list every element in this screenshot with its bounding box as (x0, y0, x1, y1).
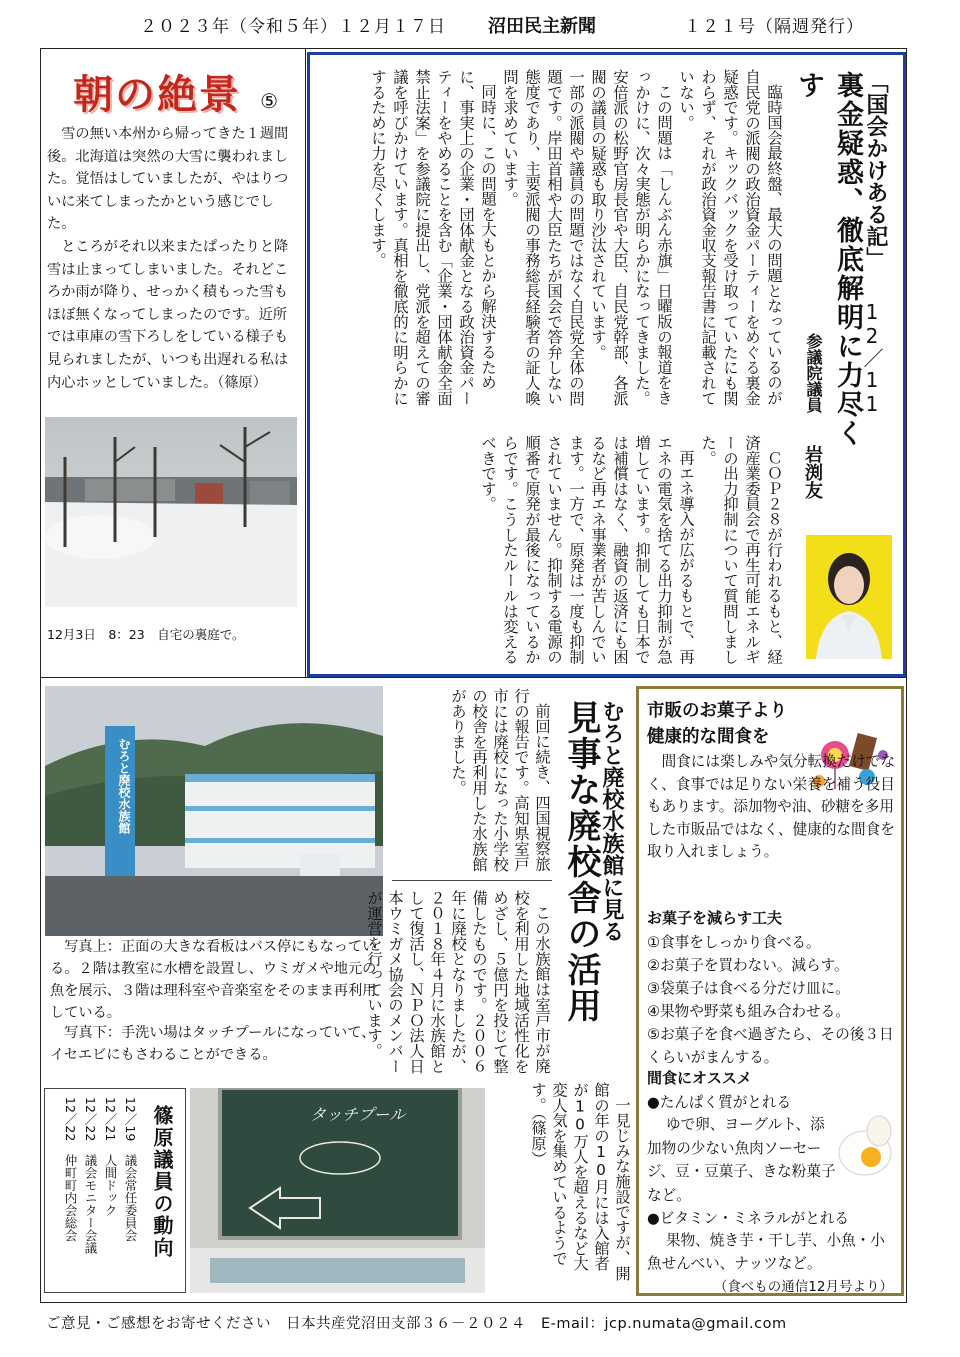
diet-article (307, 52, 906, 677)
schedule-item (61, 1097, 79, 1287)
snacks-title-line2: 健康的な間食を (647, 727, 770, 747)
morning-view-number: ⑤ (260, 89, 279, 113)
schedule-date: 12／21 (103, 1097, 118, 1142)
egg-illustration (835, 1109, 899, 1185)
diet-series-label: 「国会かけある記」 (863, 71, 888, 269)
diet-paragraph: この問題は「しんぶん赤旗」日曜版の報道をきっかけに、次々実態が明らかになってきました。安倍派の松野官房長官や大臣、自民党幹部、各派閥の議員の疑惑も取り沙汰されています。 (589, 69, 673, 406)
muroto-article-body-lower (492, 1082, 632, 1282)
portrait-graphic (806, 535, 892, 659)
diet-article-body (305, 69, 785, 414)
schedule-item (81, 1097, 99, 1287)
diet-article-body-lower (479, 435, 785, 665)
muroto-headline-small: むろと廃校水族館に見る (599, 700, 624, 942)
snow-photo-graphic (45, 417, 297, 607)
schedule-item (121, 1097, 139, 1287)
snacks-box (636, 686, 904, 1296)
diet-article-date: 12／11 (860, 300, 884, 416)
schedule-event: 仲町町内会総会 (63, 1153, 78, 1242)
schedule-item (101, 1097, 119, 1287)
schedule-date: 12／19 (123, 1097, 138, 1142)
diet-paragraph: 臨時国会最終盤、最大の問題となっているのが自民党の派閥の政治資金パーティーをめぐる裏金疑惑です。キックバックを受け取っていたにも関わらず、それが政治資金収支報告書に記載されていない。 (677, 69, 783, 406)
snacks-rec2-title: ●ビタミン・ミネラルがとれる (647, 1210, 850, 1227)
schedule-event: 議会常任委員会 (123, 1153, 138, 1242)
masthead (0, 12, 960, 40)
footer-contact: ご意見・ご感想をお寄せください 日本共産党沼田支部３６－２０２４ E-mail：jcp.numata@gmail.com (46, 1316, 787, 1332)
diet-paragraph: 一部の派閥や議員の問題ではなく自民党全体の問題です。岸田首相や大臣たちが国会で答弁しない態度であり、主要派閥の事務総長経験者の証人喚問を求めています。 (501, 69, 585, 406)
snack-tip: ⑤お菓子を食べ過ぎたら、その後３日くらいがまんする。 (647, 1026, 894, 1066)
snacks-rec1-body: ゆで卵、ヨーグルト、添加物の少ない魚肉ソーセージ、豆・豆菓子、きな粉菓子など。 (647, 1116, 836, 1204)
touch-pool-photo (190, 1088, 485, 1293)
schedule-event: 議会モニター会議 (83, 1153, 98, 1254)
schedule-title: 篠原議員の動向 (150, 1105, 174, 1259)
photo-upper-caption: 写真上：正面の大きな看板はバス停にもなっている。２階は教室に水槽を設置し、ウミガメや地元の魚を展示、３階は理科室や音楽室をそのまま再利用している。 (50, 939, 377, 1021)
diet-paragraph: 同時に、この問題を大もとから解決するために、事実上の企業・団体献金となる政治資金パーティーをやめることを含む「企業・団体献金全面禁止法案」を参議院に提出し、党派を超えての審議を呼びかけています。真相を徹底的に明らかにするために力を尽くします。 (369, 69, 497, 406)
snacks-rec2-body: 果物、焼き芋・干し芋、小魚・小魚せんべい、ナッツなど。 (647, 1232, 885, 1272)
aquarium-school-graphic (45, 686, 383, 936)
muroto-article-body-mid (365, 890, 552, 1076)
egg-graphic (835, 1109, 899, 1185)
schedule-date: 12／22 (63, 1097, 78, 1142)
snack-tip: ④果物や野菜も組み合わせる。 (647, 1003, 850, 1020)
snack-tip: ②お菓子を買わない。減らす。 (647, 957, 849, 974)
morning-view-title: 朝の絶景 ⑤ (73, 72, 279, 118)
snacks-title-line1: 市販のお菓子より (647, 701, 787, 721)
schedule-box (44, 1088, 186, 1293)
snacks-rec1-title: ●たんぱく質がとれる (647, 1094, 792, 1111)
touch-pool-board-title: タッチプール (310, 1105, 406, 1124)
masthead-paper-name: 沼田民主新聞 (488, 16, 596, 37)
diet-paragraph: 再エネ導入が広がるもとで、再エネの電気を捨てる出力抑制が急増しています。抑制しても日本では補償はなく、融資の返済にも困るなど再エネ事業者が苦しんでいます。一方で、原発は一度も抑制されていません。抑制する電源の順番で原発が最後になっているからです。こうしたルールは変えるべきです。 (479, 435, 695, 665)
muroto-paragraph: この水族館は室戸市が廃校を利用した地域活性化をめざし、５億円を投じて整備したものです。２００６年に廃校となりましたが、２０１８年４月に水族館として復活し、ＮＰＯ法人日本ウミガメ協会のメンバーが運営を行っています。 (365, 890, 551, 1074)
aquarium-school-photo (45, 686, 383, 936)
muroto-headline-large: 見事な廃校舎の活用 (561, 700, 601, 1024)
photo-lower-caption: 写真下：手洗い場はタッチプールになっていて、イセエビにもさわることができる。 (50, 1025, 376, 1063)
author-portrait (806, 535, 892, 659)
snow-photo-caption: 12月3日 8：23 自宅の裏庭で。 (47, 627, 245, 642)
muroto-paragraph: 前回に続き、四国視察旅行の報告です。高知県室戸市には廃校になった小学校の校舎を再利用した水族館がありました。 (449, 688, 551, 872)
section-divider (41, 677, 907, 678)
diet-author-name: 岩渕友 (802, 445, 823, 499)
snack-tip: ①食事をしっかり食べる。 (647, 934, 821, 951)
masthead-issue: １２１号（隔週発行） (684, 17, 864, 37)
muroto-article-body (392, 688, 552, 874)
diet-paragraph: ＣＯＰ２８が行われるもと、経済産業委員会で再生可能エネルギーの出力抑制について質問しました。 (699, 435, 783, 665)
diet-headline: 裏金疑惑、徹底解明に力尽くす (793, 71, 863, 448)
schedule-date: 12／22 (83, 1097, 98, 1142)
snacks-source: （食べもの通信12月号より） (713, 1279, 893, 1295)
snacks-tips-list (647, 931, 899, 1069)
schedule-event: 人間ドック (103, 1153, 118, 1217)
masthead-date: ２０２３年（令和５年）１２月１７日 (140, 17, 446, 37)
muroto-column-rule (392, 880, 552, 881)
schedule-list (61, 1097, 139, 1287)
snack-tip: ③袋菓子は食べる分だけ皿に。 (647, 980, 850, 997)
morning-view-body: 雪の無い本州から帰ってきた１週間後。北海道は突然の大雪に襲われました。覚悟はしていましたが、やはりついに来てしまったかという感じでした。 ところがそれ以来またぱったりと降雪は止まってしまいました。それどころか雨が降り、せっかく積もった雪もほぼ無くなってしまったのです。近所では車庫の雪下ろしをしている様子も見られましたが、いつも出遅れる私は内心ホッとしていました。（篠原） (47, 126, 289, 391)
snacks-tips-heading: お菓子を減らす工夫 (647, 909, 783, 927)
morning-view-section (41, 49, 306, 677)
diet-author-title: 参議院議員 (804, 333, 823, 413)
muroto-paragraph: 一見じみな施設ですが、開館の年の10月には入館者が10万人を超えるなど大変人気を集めているようです。（篠原） (529, 1082, 631, 1281)
aquarium-sign: むろと廃校水族館 (117, 738, 131, 834)
snow-backyard-photo (45, 417, 297, 607)
snacks-recommend-heading: 間食にオススメ (647, 1069, 752, 1087)
snacks-intro: 間食には楽しみや気分転換だけでなく、食事では足りない栄養を補う役目もあります。添加物や油、砂糖を多用した市販品ではなく、健康的な間食を取り入れましょう。 (647, 753, 896, 861)
